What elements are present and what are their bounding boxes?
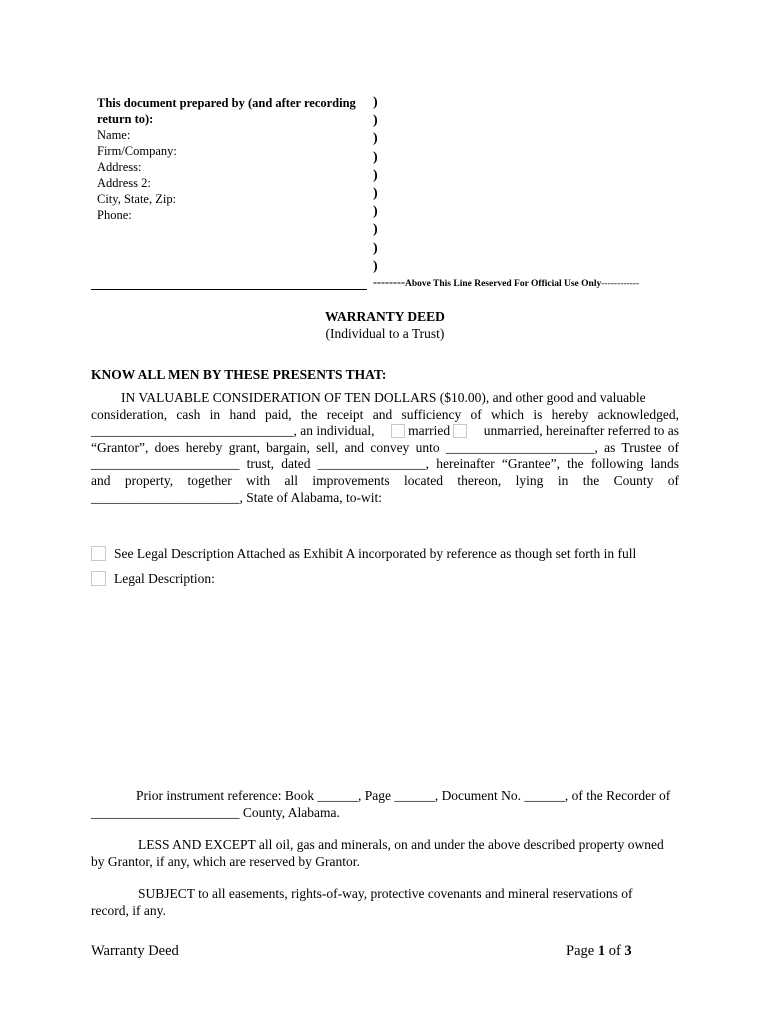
current-page: 1 (597, 943, 606, 959)
preparer-heading-line2: return to): (97, 112, 154, 126)
prior-instrument-paragraph (91, 788, 679, 821)
preparer-field-city-state-zip: City, State, Zip: (97, 192, 177, 206)
exhibit-option (91, 546, 636, 562)
preparer-field-firm: Firm/Company: (97, 144, 177, 158)
exhibit-checkbox[interactable] (91, 546, 106, 561)
preparer-field-address: Address: (97, 160, 142, 174)
page-word: Page (566, 943, 595, 959)
paren: ) (373, 240, 378, 256)
prior-instrument-line-1: Prior instrument reference: Book ______, Page ______, Document No. ______, of the Recorder of (136, 788, 671, 803)
legal-description-checkbox[interactable] (91, 571, 106, 586)
official-use-dashes-right: ------------ (601, 279, 640, 289)
consideration-line-7: ______________________, State of Alabama, to-wit: (91, 489, 382, 505)
prior-instrument-line-2: ______________________ County, Alabama. (91, 804, 340, 820)
preparer-block (97, 95, 367, 223)
exhibit-option-label: See Legal Description Attached as Exhibit A incorporated by reference as though set forth in full (114, 546, 637, 561)
consideration-line-4: “Grantor”, does hereby grant, bargain, sell, and convey unto ______________________, as Trustee of (91, 439, 679, 455)
consideration-line-5: ______________________ trust, dated ________________, hereinafter “Grantee”, the following lands (91, 456, 679, 472)
paren: ) (373, 167, 378, 183)
paren: ) (373, 113, 378, 129)
paren: ) (373, 149, 378, 165)
legal-description-option (91, 571, 215, 587)
paren: ) (373, 258, 378, 274)
paren: ) (373, 222, 378, 238)
less-except-line-1: LESS AND EXCEPT all oil, gas and minerals, on and under the above described property owned (138, 837, 664, 852)
subject-paragraph (91, 886, 679, 919)
preparer-field-name: Name: (97, 128, 131, 142)
official-use-text: Above This Line Reserved For Official Use Only (404, 279, 602, 289)
consideration-paragraph (91, 390, 679, 506)
paren: ) (373, 186, 378, 202)
consideration-line-6: and property, together with all improvements located thereon, lying in the County of (91, 472, 679, 488)
married-label: married (408, 423, 451, 439)
total-pages: 3 (624, 943, 632, 959)
subject-line-2: record, if any. (91, 902, 166, 918)
preparer-heading-line1: This document prepared by (and after recording (97, 96, 356, 110)
consideration-line-3 (91, 423, 679, 440)
of-word: of (608, 943, 621, 959)
grantor-name-blank: ______________________________, an individual, (91, 423, 375, 439)
paren: ) (373, 131, 378, 147)
marital-status (391, 423, 468, 440)
footer-page-number (566, 943, 632, 960)
paren: ) (373, 204, 378, 220)
know-all-heading: KNOW ALL MEN BY THESE PRESENTS THAT: (91, 367, 387, 382)
footer-document-name: Warranty Deed (91, 943, 179, 959)
preparer-field-phone: Phone: (97, 208, 132, 222)
consideration-line-2: consideration, cash in hand paid, the receipt and sufficiency of which is hereby acknowledged, (91, 406, 679, 422)
married-checkbox[interactable] (391, 424, 405, 438)
bracket-column (373, 94, 378, 276)
official-use-dashes-left: -------- (373, 275, 405, 289)
less-except-paragraph (91, 837, 679, 870)
document-subtitle: (Individual to a Trust) (325, 326, 445, 341)
unmarried-label: unmarried, hereinafter referred to as (483, 423, 679, 439)
paren: ) (373, 95, 378, 110)
legal-description-label: Legal Description: (114, 571, 215, 586)
unmarried-checkbox[interactable] (453, 424, 467, 438)
consideration-line-1: IN VALUABLE CONSIDERATION OF TEN DOLLARS ($10.00), and other good and valuable (121, 390, 646, 405)
less-except-line-2: by Grantor, if any, which are reserved by Grantor. (91, 853, 360, 869)
subject-line-1: SUBJECT to all easements, rights-of-way, protective covenants and mineral reservations of (138, 886, 633, 901)
preparer-field-address2: Address 2: (97, 176, 151, 190)
recording-divider-line (91, 289, 367, 290)
official-use-line (373, 275, 639, 290)
document-title: WARRANTY DEED (325, 309, 445, 324)
